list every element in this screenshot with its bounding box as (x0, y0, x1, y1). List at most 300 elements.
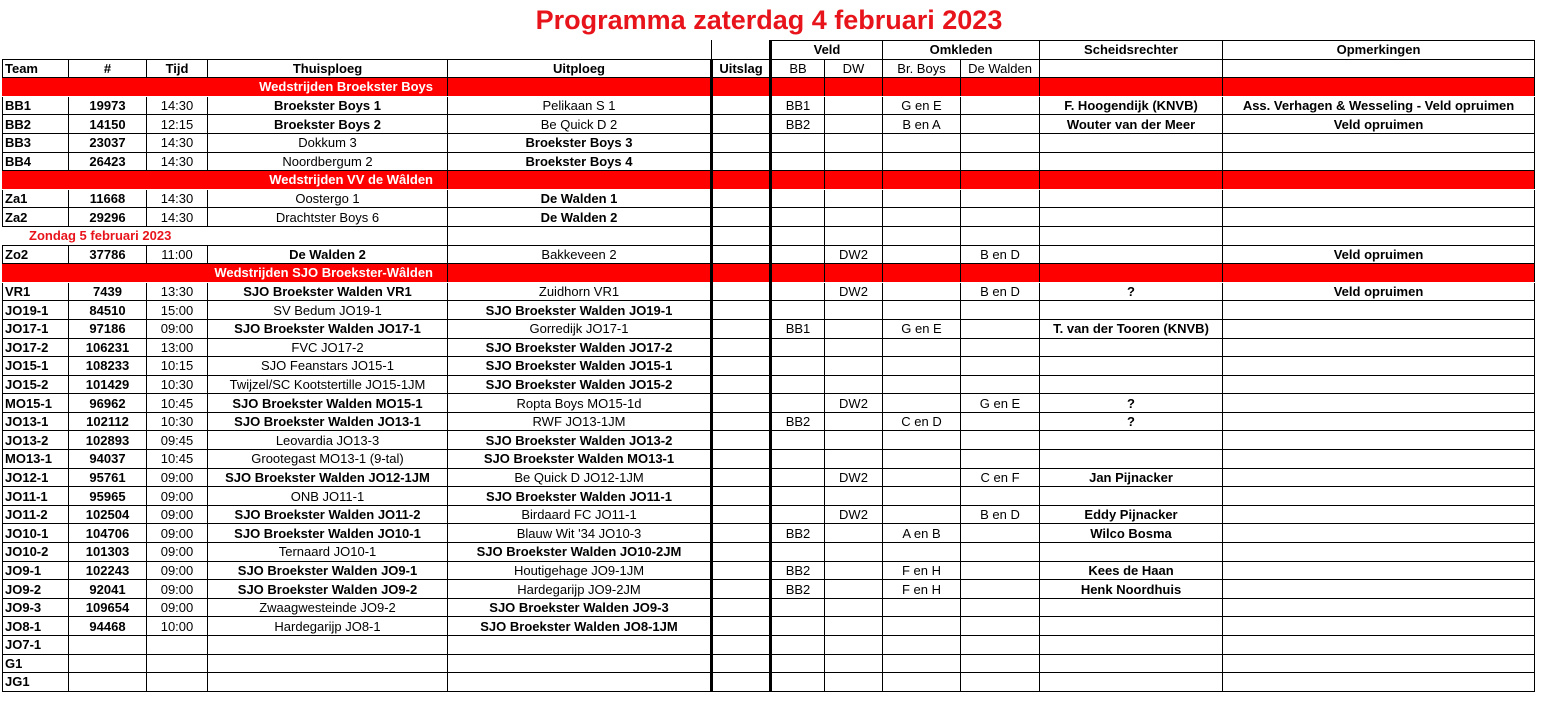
dressing-de-walden-cell (961, 654, 1040, 673)
away-team-cell: Blauw Wit '34 JO10-3 (448, 524, 712, 543)
referee-cell: Kees de Haan (1040, 561, 1223, 580)
result-cell (712, 133, 771, 152)
page-title: Programma zaterdag 4 februari 2023 (535, 5, 1003, 35)
referee-cell: Eddy Pijnacker (1040, 505, 1223, 524)
time-cell: 14:30 (147, 152, 208, 171)
field-bb-cell (771, 654, 825, 673)
dressing-br-boys-cell: G en E (883, 319, 961, 338)
away-team-cell: RWF JO13-1JM (448, 412, 712, 431)
result-cell (712, 450, 771, 469)
home-team-cell: Leovardia JO13-3 (208, 431, 448, 450)
time-cell: 14:30 (147, 208, 208, 227)
table-row (3, 115, 1535, 134)
schedule-body (3, 41, 1535, 692)
result-cell (712, 375, 771, 394)
away-team-cell: Ropta Boys MO15-1d (448, 394, 712, 413)
referee-cell (1040, 338, 1223, 357)
away-team-cell: De Walden 1 (448, 189, 712, 208)
match-number-cell: 97186 (69, 319, 147, 338)
table-row (3, 505, 1535, 524)
match-number-cell: 37786 (69, 245, 147, 264)
dressing-br-boys-cell (883, 375, 961, 394)
field-bb-cell (771, 282, 825, 301)
field-dw-cell (825, 189, 883, 208)
dressing-br-boys-cell (883, 450, 961, 469)
match-number-cell (69, 654, 147, 673)
away-team-cell: SJO Broekster Walden MO13-1 (448, 450, 712, 469)
group-header-opmerkingen: Opmerkingen (1223, 41, 1535, 60)
table-row (3, 282, 1535, 301)
time-cell (147, 654, 208, 673)
result-cell (712, 617, 771, 636)
group-header-uitslag-empty (712, 41, 771, 60)
dressing-br-boys-cell (883, 338, 961, 357)
away-team-cell: Houtigehage JO9-1JM (448, 561, 712, 580)
table-row (3, 431, 1535, 450)
referee-cell: Wouter van der Meer (1040, 115, 1223, 134)
remarks-cell (1223, 208, 1535, 227)
section-filler-cell (961, 226, 1040, 245)
home-team-cell: Drachtster Boys 6 (208, 208, 448, 227)
referee-cell (1040, 598, 1223, 617)
header-team: Team (3, 59, 69, 78)
match-number-cell: 7439 (69, 282, 147, 301)
field-bb-cell (771, 357, 825, 376)
result-cell (712, 505, 771, 524)
section-filler-cell (448, 171, 712, 190)
dressing-de-walden-cell (961, 115, 1040, 134)
dressing-de-walden-cell (961, 487, 1040, 506)
table-row (3, 636, 1535, 655)
team-cell: JO7-1 (3, 636, 69, 655)
remarks-cell (1223, 431, 1535, 450)
section-filler-cell (712, 226, 771, 245)
dressing-de-walden-cell (961, 636, 1040, 655)
dressing-br-boys-cell (883, 394, 961, 413)
section-filler-cell (448, 78, 712, 97)
section-filler-cell (712, 171, 771, 190)
field-dw-cell (825, 152, 883, 171)
home-team-cell: SJO Broekster Walden JO11-2 (208, 505, 448, 524)
home-team-cell: Ternaard JO10-1 (208, 543, 448, 562)
remarks-cell (1223, 580, 1535, 599)
field-bb-cell (771, 208, 825, 227)
dressing-br-boys-cell (883, 133, 961, 152)
section-header-row (3, 78, 1535, 97)
dressing-de-walden-cell (961, 189, 1040, 208)
table-row (3, 357, 1535, 376)
dressing-br-boys-cell (883, 208, 961, 227)
team-cell: JO15-1 (3, 357, 69, 376)
dressing-br-boys-cell (883, 431, 961, 450)
field-bb-cell (771, 505, 825, 524)
match-number-cell: 84510 (69, 301, 147, 320)
field-bb-cell (771, 543, 825, 562)
time-cell: 10:15 (147, 357, 208, 376)
away-team-cell: Broekster Boys 3 (448, 133, 712, 152)
result-cell (712, 208, 771, 227)
dressing-br-boys-cell: B en A (883, 115, 961, 134)
match-number-cell: 101429 (69, 375, 147, 394)
dressing-de-walden-cell: G en E (961, 394, 1040, 413)
match-number-cell: 102504 (69, 505, 147, 524)
home-team-cell: SJO Broekster Walden JO13-1 (208, 412, 448, 431)
table-row (3, 394, 1535, 413)
dressing-de-walden-cell (961, 375, 1040, 394)
team-cell: JO10-2 (3, 543, 69, 562)
home-team-cell (208, 636, 448, 655)
field-dw-cell (825, 412, 883, 431)
dressing-de-walden-cell (961, 133, 1040, 152)
dressing-de-walden-cell (961, 431, 1040, 450)
away-team-cell: Zuidhorn VR1 (448, 282, 712, 301)
dressing-de-walden-cell (961, 357, 1040, 376)
section-filler-cell (771, 78, 825, 97)
section-filler-cell (712, 78, 771, 97)
table-row (3, 338, 1535, 357)
referee-cell: ? (1040, 394, 1223, 413)
away-team-cell: SJO Broekster Walden JO13-2 (448, 431, 712, 450)
section-filler-cell (1040, 264, 1223, 283)
section-filler-cell (825, 78, 883, 97)
section-title: Wedstrijden VV de Wâlden (3, 171, 448, 190)
header-bb: BB (771, 59, 825, 78)
remarks-cell (1223, 468, 1535, 487)
field-bb-cell (771, 189, 825, 208)
away-team-cell: Be Quick D JO12-1JM (448, 468, 712, 487)
remarks-cell (1223, 375, 1535, 394)
away-team-cell: Birdaard FC JO11-1 (448, 505, 712, 524)
match-number-cell (69, 636, 147, 655)
dressing-br-boys-cell (883, 152, 961, 171)
team-cell: JG1 (3, 673, 69, 692)
team-cell: JO10-1 (3, 524, 69, 543)
table-row (3, 617, 1535, 636)
header-scheids-empty (1040, 59, 1223, 78)
time-cell: 13:30 (147, 282, 208, 301)
remarks-cell (1223, 301, 1535, 320)
match-number-cell: 92041 (69, 580, 147, 599)
section-filler-cell (712, 264, 771, 283)
time-cell: 15:00 (147, 301, 208, 320)
remarks-cell (1223, 487, 1535, 506)
header-opm-empty (1223, 59, 1535, 78)
referee-cell (1040, 301, 1223, 320)
result-cell (712, 636, 771, 655)
field-bb-cell (771, 375, 825, 394)
home-team-cell: SJO Broekster Walden JO9-1 (208, 561, 448, 580)
dressing-br-boys-cell (883, 245, 961, 264)
match-number-cell: 109654 (69, 598, 147, 617)
match-number-cell: 104706 (69, 524, 147, 543)
remarks-cell (1223, 598, 1535, 617)
match-number-cell: 102112 (69, 412, 147, 431)
dressing-br-boys-cell: A en B (883, 524, 961, 543)
result-cell (712, 394, 771, 413)
dressing-br-boys-cell (883, 598, 961, 617)
table-row (3, 133, 1535, 152)
time-cell: 13:00 (147, 338, 208, 357)
section-filler-cell (825, 171, 883, 190)
dressing-de-walden-cell (961, 580, 1040, 599)
dressing-br-boys-cell (883, 654, 961, 673)
field-dw-cell (825, 598, 883, 617)
field-bb-cell: BB2 (771, 580, 825, 599)
match-number-cell: 23037 (69, 133, 147, 152)
field-bb-cell (771, 468, 825, 487)
dressing-de-walden-cell (961, 450, 1040, 469)
away-team-cell: Pelikaan S 1 (448, 96, 712, 115)
team-cell: Za2 (3, 208, 69, 227)
time-cell: 09:00 (147, 561, 208, 580)
section-filler-cell (961, 264, 1040, 283)
team-cell: BB2 (3, 115, 69, 134)
match-number-cell: 14150 (69, 115, 147, 134)
referee-cell: F. Hoogendijk (KNVB) (1040, 96, 1223, 115)
section-filler-cell (771, 226, 825, 245)
section-filler-cell (883, 264, 961, 283)
referee-cell: T. van der Tooren (KNVB) (1040, 319, 1223, 338)
field-dw-cell (825, 654, 883, 673)
time-cell: 09:00 (147, 505, 208, 524)
dressing-br-boys-cell (883, 636, 961, 655)
field-bb-cell (771, 394, 825, 413)
away-team-cell: Broekster Boys 4 (448, 152, 712, 171)
dressing-br-boys-cell (883, 357, 961, 376)
field-bb-cell (771, 245, 825, 264)
remarks-cell (1223, 524, 1535, 543)
field-dw-cell (825, 375, 883, 394)
dressing-de-walden-cell (961, 673, 1040, 692)
away-team-cell: SJO Broekster Walden JO15-2 (448, 375, 712, 394)
section-filler-cell (825, 226, 883, 245)
referee-cell (1040, 189, 1223, 208)
header-thuisploeg: Thuisploeg (208, 59, 448, 78)
referee-cell (1040, 636, 1223, 655)
field-dw-cell (825, 617, 883, 636)
dressing-br-boys-cell (883, 543, 961, 562)
section-title: Wedstrijden Broekster Boys (3, 78, 448, 97)
match-number-cell: 102243 (69, 561, 147, 580)
away-team-cell: SJO Broekster Walden JO17-2 (448, 338, 712, 357)
referee-cell (1040, 208, 1223, 227)
table-row (3, 561, 1535, 580)
result-cell (712, 543, 771, 562)
remarks-cell (1223, 673, 1535, 692)
dressing-de-walden-cell (961, 319, 1040, 338)
match-number-cell: 94037 (69, 450, 147, 469)
group-header-empty (3, 41, 712, 60)
field-bb-cell (771, 617, 825, 636)
table-row (3, 96, 1535, 115)
time-cell: 10:45 (147, 450, 208, 469)
team-cell: JO15-2 (3, 375, 69, 394)
section-filler-cell (883, 78, 961, 97)
header-tijd: Tijd (147, 59, 208, 78)
dressing-br-boys-cell: C en D (883, 412, 961, 431)
remarks-cell (1223, 636, 1535, 655)
field-bb-cell: BB2 (771, 412, 825, 431)
match-number-cell: 96962 (69, 394, 147, 413)
home-team-cell: Oostergo 1 (208, 189, 448, 208)
home-team-cell: SJO Broekster Walden VR1 (208, 282, 448, 301)
field-dw-cell (825, 133, 883, 152)
result-cell (712, 338, 771, 357)
field-dw-cell: DW2 (825, 505, 883, 524)
section-filler-cell (771, 171, 825, 190)
away-team-cell: SJO Broekster Walden JO11-1 (448, 487, 712, 506)
section-title: Wedstrijden SJO Broekster-Wâlden (3, 264, 448, 283)
remarks-cell (1223, 505, 1535, 524)
table-row (3, 208, 1535, 227)
away-team-cell: SJO Broekster Walden JO8-1JM (448, 617, 712, 636)
match-number-cell: 102893 (69, 431, 147, 450)
result-cell (712, 598, 771, 617)
result-cell (712, 673, 771, 692)
dressing-de-walden-cell: B en D (961, 505, 1040, 524)
away-team-cell: SJO Broekster Walden JO10-2JM (448, 543, 712, 562)
team-cell: MO15-1 (3, 394, 69, 413)
dressing-br-boys-cell: F en H (883, 561, 961, 580)
home-team-cell: SJO Broekster Walden JO17-1 (208, 319, 448, 338)
match-number-cell: 94468 (69, 617, 147, 636)
table-row (3, 598, 1535, 617)
home-team-cell (208, 673, 448, 692)
dressing-br-boys-cell (883, 189, 961, 208)
time-cell: 14:30 (147, 133, 208, 152)
team-cell: Za1 (3, 189, 69, 208)
header-br-boys: Br. Boys (883, 59, 961, 78)
dressing-br-boys-cell: G en E (883, 96, 961, 115)
section-filler-cell (1223, 171, 1535, 190)
field-bb-cell: BB1 (771, 319, 825, 338)
result-cell (712, 468, 771, 487)
team-cell: JO12-1 (3, 468, 69, 487)
section-filler-cell (883, 226, 961, 245)
team-cell: JO8-1 (3, 617, 69, 636)
dressing-br-boys-cell (883, 617, 961, 636)
dressing-br-boys-cell: F en H (883, 580, 961, 599)
dressing-de-walden-cell (961, 543, 1040, 562)
home-team-cell (208, 654, 448, 673)
home-team-cell: SJO Broekster Walden MO15-1 (208, 394, 448, 413)
match-number-cell: 106231 (69, 338, 147, 357)
team-cell: Zo2 (3, 245, 69, 264)
dressing-de-walden-cell: B en D (961, 245, 1040, 264)
field-bb-cell (771, 301, 825, 320)
match-number-cell: 95965 (69, 487, 147, 506)
field-bb-cell: BB2 (771, 524, 825, 543)
referee-cell (1040, 617, 1223, 636)
time-cell (147, 636, 208, 655)
away-team-cell: Gorredijk JO17-1 (448, 319, 712, 338)
time-cell: 10:30 (147, 375, 208, 394)
field-dw-cell (825, 431, 883, 450)
dressing-br-boys-cell (883, 468, 961, 487)
field-dw-cell (825, 450, 883, 469)
table-row (3, 189, 1535, 208)
team-cell: G1 (3, 654, 69, 673)
table-row (3, 301, 1535, 320)
field-dw-cell (825, 636, 883, 655)
team-cell: MO13-1 (3, 450, 69, 469)
remarks-cell: Veld opruimen (1223, 245, 1535, 264)
field-dw-cell (825, 561, 883, 580)
home-team-cell: SJO Broekster Walden JO9-2 (208, 580, 448, 599)
field-dw-cell (825, 580, 883, 599)
result-cell (712, 580, 771, 599)
away-team-cell: De Walden 2 (448, 208, 712, 227)
time-cell: 09:00 (147, 487, 208, 506)
match-number-cell: 29296 (69, 208, 147, 227)
section-filler-cell (961, 171, 1040, 190)
result-cell (712, 96, 771, 115)
field-bb-cell: BB1 (771, 96, 825, 115)
home-team-cell: Broekster Boys 1 (208, 96, 448, 115)
section-filler-cell (771, 264, 825, 283)
away-team-cell (448, 673, 712, 692)
away-team-cell: Hardegarijp JO9-2JM (448, 580, 712, 599)
match-number-cell (69, 673, 147, 692)
referee-cell: Wilco Bosma (1040, 524, 1223, 543)
referee-cell (1040, 543, 1223, 562)
referee-cell: Jan Pijnacker (1040, 468, 1223, 487)
referee-cell: Henk Noordhuis (1040, 580, 1223, 599)
dressing-de-walden-cell: C en F (961, 468, 1040, 487)
time-cell (147, 673, 208, 692)
field-bb-cell (771, 636, 825, 655)
team-cell: JO17-2 (3, 338, 69, 357)
dressing-de-walden-cell (961, 338, 1040, 357)
home-team-cell: SJO Feanstars JO15-1 (208, 357, 448, 376)
home-team-cell: Broekster Boys 2 (208, 115, 448, 134)
home-team-cell: Noordbergum 2 (208, 152, 448, 171)
field-bb-cell (771, 152, 825, 171)
field-bb-cell (771, 673, 825, 692)
referee-cell (1040, 450, 1223, 469)
table-row (3, 319, 1535, 338)
dressing-br-boys-cell (883, 487, 961, 506)
referee-cell (1040, 133, 1223, 152)
referee-cell (1040, 357, 1223, 376)
remarks-cell (1223, 357, 1535, 376)
table-row (3, 245, 1535, 264)
dressing-br-boys-cell (883, 301, 961, 320)
home-team-cell: SV Bedum JO19-1 (208, 301, 448, 320)
home-team-cell: SJO Broekster Walden JO12-1JM (208, 468, 448, 487)
date-separator-row (3, 226, 1535, 245)
field-dw-cell (825, 208, 883, 227)
field-dw-cell: DW2 (825, 394, 883, 413)
field-dw-cell (825, 357, 883, 376)
referee-cell (1040, 245, 1223, 264)
field-dw-cell (825, 115, 883, 134)
dressing-de-walden-cell (961, 208, 1040, 227)
dressing-de-walden-cell (961, 412, 1040, 431)
field-dw-cell: DW2 (825, 245, 883, 264)
result-cell (712, 654, 771, 673)
table-row (3, 543, 1535, 562)
field-dw-cell (825, 319, 883, 338)
time-cell: 09:00 (147, 319, 208, 338)
home-team-cell: Zwaagwesteinde JO9-2 (208, 598, 448, 617)
dressing-de-walden-cell (961, 96, 1040, 115)
field-dw-cell (825, 524, 883, 543)
field-bb-cell: BB2 (771, 115, 825, 134)
date-label: Zondag 5 februari 2023 (3, 226, 448, 245)
remarks-cell (1223, 561, 1535, 580)
team-cell: JO9-3 (3, 598, 69, 617)
